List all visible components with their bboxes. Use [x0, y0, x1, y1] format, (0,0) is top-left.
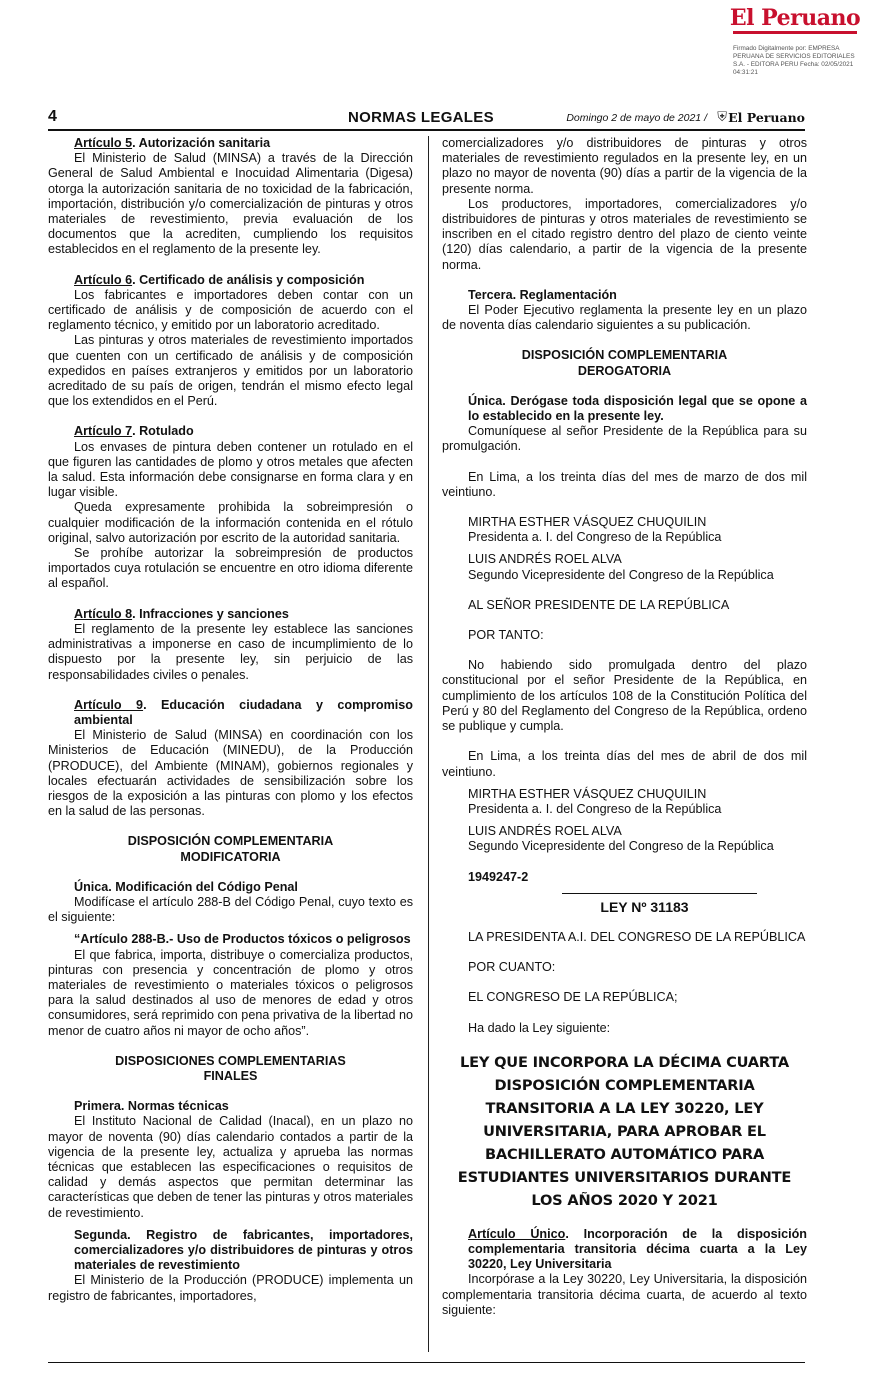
signatory-3: MIRTHA ESTHER VÁSQUEZ CHUQUILIN Presidenta a. I. del Congreso de la República	[468, 786, 722, 816]
logo-title: El Peruano	[729, 5, 861, 31]
segunda-text: El Ministerio de la Producción (PRODUCE) implementa un registro de fabricantes, importadores,	[48, 1273, 413, 1303]
article-5-text: El Ministerio de Salud (MINSA) a través de la Dirección General de Salud Ambiental e Inocuidad Alimentaria (Digesa) otorga la autorización sanitaria de no toxicidad de la fabricación, importación, distribución y/o comercialización de pinturas y otros materiales de revestimiento, previa evaluación de los documentos que la acrediten, cumpliendo los requisitos establecidos en el reglamento de la presente ley.	[48, 151, 413, 257]
article-9-title: Artículo 9. Educación ciudadana y compromiso ambiental	[74, 697, 413, 727]
tercera-text: El Poder Ejecutivo reglamenta la presente ley en un plazo de noventa días calendario siguientes a su publicación.	[442, 303, 807, 333]
finales-heading: DISPOSICIONES COMPLEMENTARIAS FINALES	[115, 1053, 346, 1083]
comuniquese-text: Comuníquese al señor Presidente de la República para su promulgación.	[442, 424, 807, 454]
modificatoria-title: Única. Modificación del Código Penal	[74, 879, 298, 894]
article-7-text-1: Los envases de pintura deben contener un rotulado en el que figuren las cantidades de plomo y otros metales que afecten la salud. Esta información debe consignarse en forma clara y en lugar visible.	[48, 439, 413, 500]
ha-dado: Ha dado la Ley siguiente:	[468, 1020, 611, 1035]
article-6-text-1: Los fabricantes e importadores deben contar con un certificado de análisis y de composición de acuerdo con el reglamento técnico, y emitido por un laboratorio acreditado.	[48, 287, 413, 333]
no-habiendo-text: No habiendo sido promulgada dentro del plazo constitucional por el señor Presidente de la República, en cumplimiento de los artículos 108 de la Constitución Política del Perú y 80 del Reglamento del Congreso de la República, ordeno se publique y cumpla.	[442, 658, 807, 734]
signatory-4: LUIS ANDRÉS ROEL ALVA Segundo Vicepresidente del Congreso de la República	[468, 824, 774, 854]
article-7-text-2: Queda expresamente prohibida la sobreimpresión o cualquier modificación de la información contenida en el rótulo original, salvo autorización por escrito de la autoridad sanitaria.	[48, 500, 413, 545]
el-congreso: EL CONGRESO DE LA REPÚBLICA;	[468, 990, 678, 1005]
article-6-title: Artículo 6. Certificado de análisis y composición	[74, 272, 365, 287]
article-7-title: Artículo 7. Rotulado	[74, 424, 194, 439]
articulo-unico-text: Incorpórase a la Ley 30220, Ley Universitaria, la disposición complementaria transitoria décima cuarta, de acuerdo al texto siguiente:	[442, 1272, 807, 1317]
page-header	[48, 108, 805, 128]
header-brand: El Peruano	[728, 110, 805, 125]
publication-code: 1949247-2	[468, 869, 529, 884]
bottom-rule	[48, 1362, 805, 1363]
article-6-text-2: Las pinturas y otros materiales de revestimiento importados que cuenten con un certificado de análisis y de composición expedidos en países extranjeros y emitidos por un laboratorio acreditado de su país de origen, tendrán el mismo efecto legal que los extendidos en el Perú.	[48, 333, 413, 409]
al-senor-presidente: AL SEÑOR PRESIDENTE DE LA REPÚBLICA	[468, 597, 730, 612]
header-rule	[48, 129, 805, 131]
signatory-2: LUIS ANDRÉS ROEL ALVA Segundo Vicepresidente del Congreso de la República	[468, 552, 774, 582]
derogatoria-heading: DISPOSICIÓN COMPLEMENTARIA DEROGATORIA	[521, 348, 728, 378]
por-tanto: POR TANTO:	[468, 628, 544, 643]
modificatoria-text: Modifícase el artículo 288-B del Código Penal, cuyo texto es el siguiente:	[48, 894, 413, 925]
signatory-1: MIRTHA ESTHER VÁSQUEZ CHUQUILIN Presidenta a. I. del Congreso de la República	[468, 515, 722, 545]
segunda-title: Segunda. Registro de fabricantes, importadores, comercializadores y/o distribuidores de pinturas y otros materiales de revestimiento	[74, 1227, 413, 1273]
presidenta-line: LA PRESIDENTA A.I. DEL CONGRESO DE LA REPÚBLICA	[468, 929, 806, 944]
article-5-title: Artículo 5. Autorización sanitaria	[74, 136, 271, 150]
page-number: 4	[48, 108, 57, 125]
coat-of-arms-icon: ⛨	[717, 109, 727, 124]
primera-text: El Instituto Nacional de Calidad (Inacal), en un plazo no mayor de noventa (90) días calendario contados a partir de la vigencia de la presente ley, actualiza y aprueba las normas técnicas que establecen las especificaciones o requisitos de calidad y demás aspectos que permitan determinar las características que deben de tener las pinturas y otros materiales de revestimiento.	[48, 1114, 413, 1220]
law-number: LEY Nº 31183	[600, 898, 689, 915]
article-7-text-3: Se prohíbe autorizar la sobreimpresión de productos importados cuya rotulación se encuentre en otro idioma diferente al español.	[48, 546, 413, 591]
segunda-text-continued: comercializadores y/o distribuidores de pinturas y otros materiales de revestimiento regulados en la presente ley, en un plazo no mayor de noventa (90) días a partir de la vigencia de la presente norma.	[442, 136, 807, 196]
article-8-text: El reglamento de la presente ley establece las sanciones administrativas a imponerse en caso de incumplimiento de lo dispuesto por la presente ley, sin perjuicio de las responsabilidades civiles o penales.	[48, 621, 413, 682]
tercera-title: Tercera. Reglamentación	[468, 287, 617, 302]
primera-title: Primera. Normas técnicas	[74, 1099, 229, 1114]
derogatoria-title: Única. Derógase toda disposición legal que se opone a lo establecido en la presente ley.	[468, 393, 807, 424]
lima-date-2: En Lima, a los treinta días del mes de abril de dos mil veintiuno.	[442, 749, 807, 779]
law-title: LEY QUE INCORPORA LA DÉCIMA CUARTA DISPOSICIÓN COMPLEMENTARIA TRANSITORIA A LA LEY 30220, LEY UNIVERSITARIA, PARA APROBAR EL BACHILLERATO AUTOMÁTICO PARA ESTUDIANTES UNIVERSITARIOS DURANTE LOS AÑOS 2020 Y 2021	[457, 1053, 792, 1209]
por-cuanto: POR CUANTO:	[468, 960, 556, 975]
article-9-text: El Ministerio de Salud (MINSA) en coordinación con los Ministerios de Educación (MINEDU), de la Producción (PRODUCE), del Ambiente (MINAM), gobiernos regionales y locales efectuarán actividades de sensibilización sobre los riesgos de la exposición a las pinturas con plomo y los efectos en la salud de las personas.	[48, 728, 413, 819]
section-title: NORMAS LEGALES	[348, 109, 494, 126]
law-separator	[562, 893, 757, 894]
logo-strip	[733, 31, 857, 34]
el-peruano-logo	[725, 6, 865, 34]
quoted-article-text: El que fabrica, importa, distribuye o comercializa productos, pinturas con presencia y concentración de plomo y otros materiales de revestimiento o materiales tóxicos o peligrosos para la salud destinados al uso de menores de edad y otros consumidores, será reprimido con pena privativa de la libertad no menor de cuatro años ni mayor de ocho años”.	[48, 947, 413, 1038]
quoted-article-title: “Artículo 288-B.- Uso de Productos tóxicos o peligrosos	[74, 932, 411, 947]
column-divider	[428, 136, 429, 1352]
modificatoria-heading: DISPOSICIÓN COMPLEMENTARIA MODIFICATORIA	[127, 834, 334, 864]
lima-date-1: En Lima, a los treinta días del mes de marzo de dos mil veintiuno.	[442, 469, 807, 499]
header-date: Domingo 2 de mayo de 2021 /	[566, 112, 707, 124]
articulo-unico-title: Artículo Único. Incorporación de la disposición complementaria transitoria décima cuarta a la Ley 30220, Ley Universitaria	[468, 1226, 808, 1272]
left-column	[48, 136, 413, 1304]
segunda-text-2: Los productores, importadores, comercializadores y/o distribuidores de pinturas y otros materiales de revestimiento se inscriben en el citado registro dentro del plazo de ciento veinte (120) días calendario, a partir de la vigencia de la presente norma.	[442, 196, 807, 272]
digital-signature: Firmado Digitalmente por: EMPRESA PERUANA DE SERVICIOS EDITORIALES S.A. - EDITORA PERU Fecha: 02/05/2021 04:31:21	[733, 45, 855, 76]
right-column	[442, 136, 807, 1318]
article-8-title: Artículo 8. Infracciones y sanciones	[74, 606, 289, 621]
